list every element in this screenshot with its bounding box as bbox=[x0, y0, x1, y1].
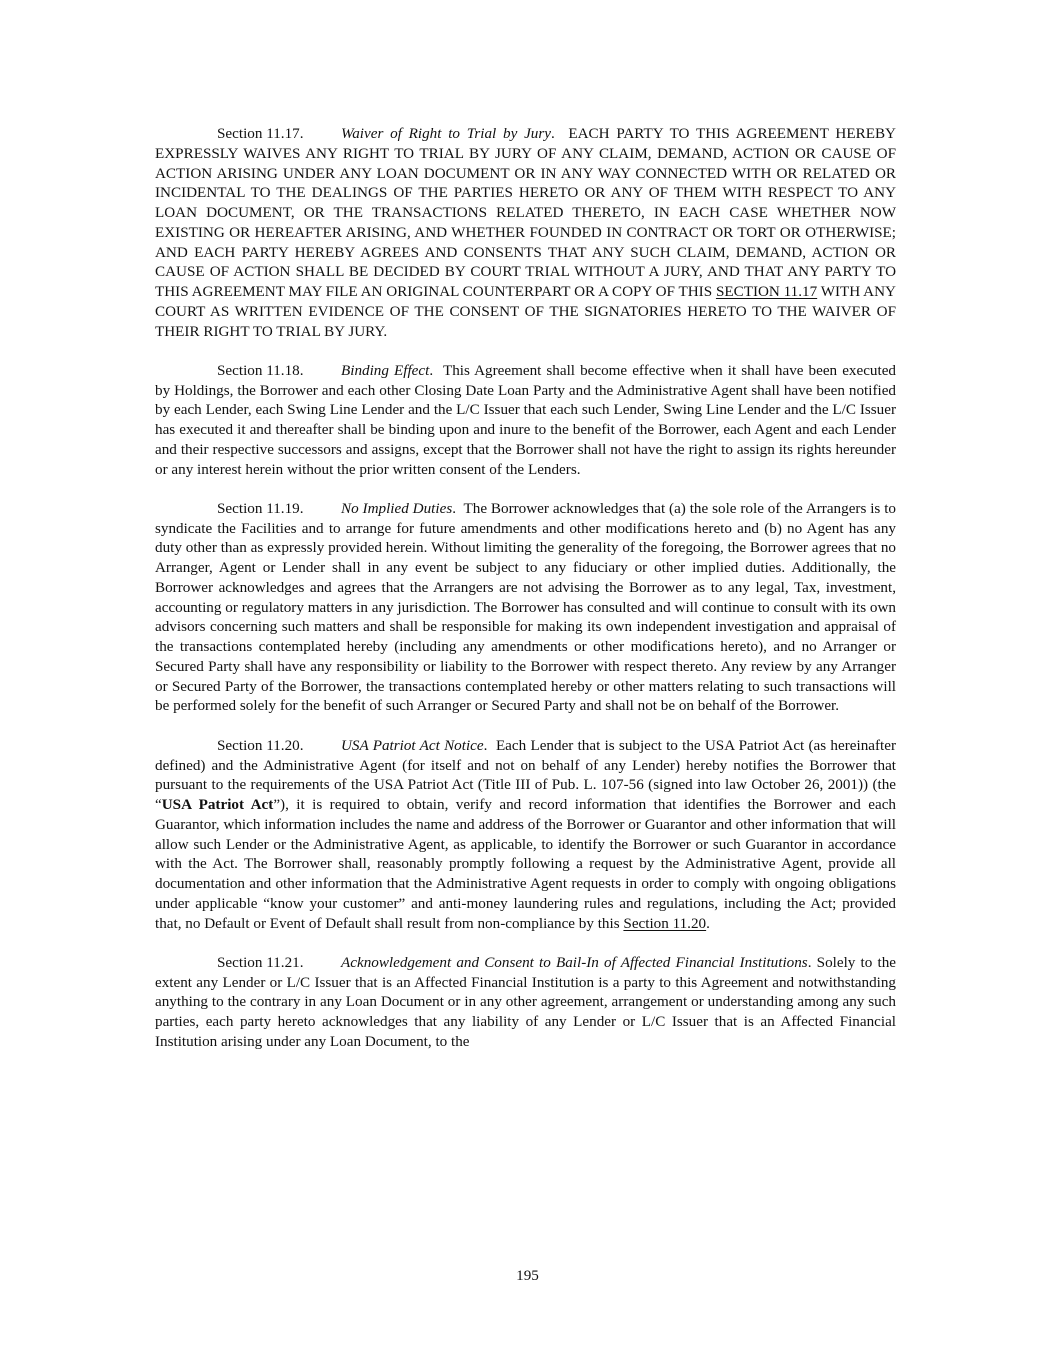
section-number: Section 11.19. bbox=[217, 499, 304, 517]
section-title: Waiver of Right to Trial by Jury bbox=[341, 125, 551, 142]
section-11-21 bbox=[155, 953, 896, 1052]
section-body-continued: ”), it is required to obtain, verify and record information that identifies the Borrower and each Guarantor, which information includes the name and address of the Borrower or Guarantor and other information that will allow such Lender or the Administrative Agent, as applicable, to identify the Borrower or such Guarantor in accordance with the Act. The Borrower shall, reasonably promptly following a request by the Administrative Agent, provide all documentation and other information that the Administrative Agent requests in order to comply with ongoing obligations under applicable “know your customer” and anti-money laundering rules and regulations, including the Act; provided that, no Default or Event of Default shall result from non-compliance by this bbox=[155, 796, 896, 932]
section-title-end: . bbox=[429, 361, 434, 379]
section-number: Section 11.21. bbox=[217, 953, 304, 971]
section-body: The Borrower acknowledges that (a) the sole role of the Arrangers is to syndicate the Facilities and to arrange for future amendments and other modifications hereto and (b) no Agent has any duty other than as expressly provided herein. Without limiting the generality of the foregoing, the Borrower agrees that no Arranger, Agent or Lender shall in any event be subject to any fiduciary or other implied duties. Additionally, the Borrower acknowledges and agrees that the Arrangers are not advising the Borrower as to any legal, Tax, investment, accounting or regulatory matters in any jurisdiction. The Borrower has consulted and will continue to consult with its own advisors concerning such matters and shall be responsible for making its own independent investigation and appraisal of the transactions contemplated hereby (including any amendments or other modifications hereto), and no Arranger or Secured Party shall have any responsibility or liability to the Borrower with respect thereto. Any review by any Arranger or Secured Party of the Borrower, the transactions contemplated hereby or other matters relating to such transactions will be performed solely for the benefit of such Arranger or Secured Party and shall not be on behalf of the Borrower. bbox=[155, 499, 896, 715]
section-title: Acknowledgement and Consent to Bail-In of Affected Financial Institutions bbox=[341, 953, 808, 971]
section-11-18 bbox=[155, 361, 896, 480]
section-reference: SECTION 11.17 bbox=[715, 283, 818, 300]
section-title-end: . bbox=[452, 499, 457, 517]
section-body-end: . bbox=[706, 914, 710, 932]
section-body: Solely to the extent any Lender or L/C Issuer that is an Affected Financial Institution is a party to this Agreement and notwithstanding anything to the contrary in any Loan Document or in any other agreement, arrangement or understanding among any such parties, each party hereto acknowledges that any liability of any Lender or L/C Issuer that is an Affected Financial Institution arising under any Loan Document, to the bbox=[155, 953, 896, 1050]
section-title-end: . bbox=[550, 125, 555, 142]
section-number: Section 11.20. bbox=[217, 736, 304, 754]
section-11-20 bbox=[155, 736, 896, 934]
section-number: Section 11.17. bbox=[217, 125, 304, 142]
section-reference: Section 11.20 bbox=[623, 914, 707, 932]
document-page bbox=[155, 124, 896, 1052]
section-body: Each Lender that is subject to the USA Patriot Act (as hereinafter defined) and the Administrative Agent (for itself and not on behalf of any Lender) hereby notifies the Borrower that pursuant to the requirements of the USA Patriot Act (Title III of Pub. L. 107-56 (signed into law October 26, 2001)) (the “ bbox=[155, 736, 896, 814]
section-body: This Agreement shall become effective when it shall have been executed by Holdings, the Borrower and each other Closing Date Loan Party and the Administrative Agent shall have been notified by each Lender, each Swing Line Lender and the L/C Issuer that each such Lender, Swing Line Lender and the L/C Issuer has executed it and thereafter shall be binding upon and inure to the benefit of the Borrower, each Agent and each Lender and their respective successors and assigns, except that the Borrower shall not have the right to assign its rights hereunder or any interest herein without the prior written consent of the Lenders. bbox=[155, 361, 896, 478]
defined-term: USA Patriot Act bbox=[161, 796, 274, 814]
section-title: No Implied Duties bbox=[341, 499, 453, 517]
section-11-19 bbox=[155, 499, 896, 716]
section-title-end: . bbox=[483, 736, 488, 754]
section-11-17 bbox=[155, 124, 896, 341]
section-body-continued: WITH ANY COURT AS WRITTEN EVIDENCE OF THE CONSENT OF THE SIGNATORIES HERETO TO THE WAIVER OF THEIR RIGHT TO TRIAL BY JURY. bbox=[155, 283, 896, 340]
section-title: USA Patriot Act Notice bbox=[341, 736, 484, 754]
section-number: Section 11.18. bbox=[217, 361, 304, 379]
section-title: Binding Effect bbox=[341, 361, 430, 379]
section-body: EACH PARTY TO THIS AGREEMENT HEREBY EXPRESSLY WAIVES ANY RIGHT TO TRIAL BY JURY OF ANY CLAIM, DEMAND, ACTION OR CAUSE OF ACTION ARISING UNDER ANY LOAN DOCUMENT OR IN ANY WAY CONNECTED WITH OR RELATED OR INCIDENTAL TO THE DEALINGS OF THE PARTIES HERETO OR ANY OF THEM WITH RESPECT TO ANY LOAN DOCUMENT, OR THE TRANSACTIONS RELATED THERETO, IN EACH CASE WHETHER NOW EXISTING OR HEREAFTER ARISING, AND WHETHER FOUNDED IN CONTRACT OR TORT OR OTHERWISE; AND EACH PARTY HEREBY AGREES AND CONSENTS THAT ANY SUCH CLAIM, DEMAND, ACTION OR CAUSE OF ACTION SHALL BE DECIDED BY COURT TRIAL WITHOUT A JURY, AND THAT ANY PARTY TO THIS AGREEMENT MAY FILE AN ORIGINAL COUNTERPART OR A COPY OF THIS bbox=[155, 125, 896, 300]
section-title-end: . bbox=[807, 953, 812, 971]
page-number: 195 bbox=[516, 1267, 539, 1284]
